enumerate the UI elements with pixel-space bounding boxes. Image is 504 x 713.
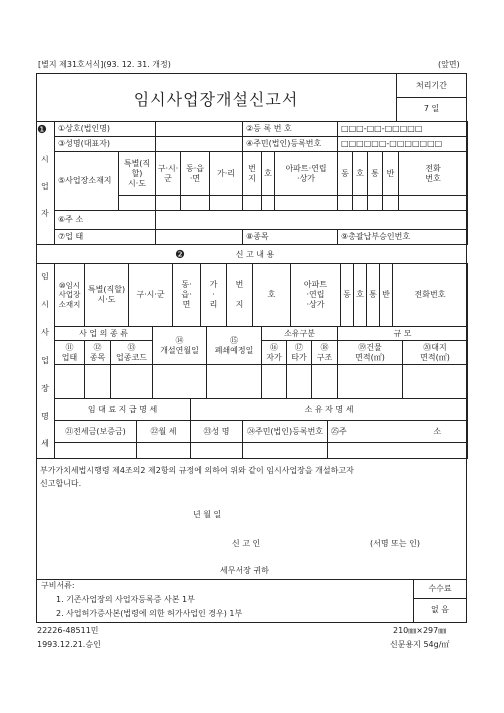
section2-title: 신 고 내 용: [235, 250, 275, 259]
paper-spec: 신문용지 54g/㎡: [390, 640, 450, 649]
temp-addr-col: 호: [253, 264, 291, 327]
kind-col: ⑬ 업종코드: [111, 341, 153, 365]
addr-cell[interactable]: [383, 196, 399, 211]
section2-marker: ❷: [175, 248, 185, 261]
addressee: 세무서장 귀하: [220, 566, 269, 575]
section2-side-char: 명: [41, 411, 49, 421]
addr-col-header: 호: [262, 152, 275, 196]
owner-address-label: ㉕주: [328, 421, 408, 443]
owner-id-label: ㉔주민(법인)등록번호: [243, 421, 328, 443]
home-address-field[interactable]: [156, 211, 468, 230]
temp-addr-col: 통: [367, 264, 380, 327]
approval-date: 1993.12.21.승인: [37, 640, 101, 649]
addr-col-header: 구·시· 군: [156, 152, 181, 196]
form-title: 임시사업장개설신고서: [133, 90, 299, 109]
owner-address-field[interactable]: [328, 443, 468, 459]
owner-id-field[interactable]: [243, 443, 328, 459]
open-date-field[interactable]: [153, 365, 207, 399]
representative-label: ③성명(대표자): [55, 137, 156, 152]
fee-label: 수수료: [428, 584, 452, 593]
kind-col: ⑫ 종목: [85, 341, 111, 365]
ownership-col: ⑯ 자가: [262, 341, 287, 365]
temp-addr-col: 반: [380, 264, 393, 327]
addr-cell[interactable]: [338, 196, 353, 211]
addr-cell[interactable]: [353, 196, 368, 211]
kind-cell[interactable]: [55, 365, 85, 399]
owner-address-label-end: 소: [408, 421, 468, 443]
deposit-field[interactable]: [55, 443, 137, 459]
lease-owner-table: [54, 398, 468, 459]
temp-addr-col: 전화번호: [393, 264, 468, 327]
business-item-label: ⑧종목: [243, 230, 338, 245]
temp-addr-col: 동· 읍· 면: [173, 264, 201, 327]
owner-label: 소 유 자 명 세: [191, 399, 468, 421]
addr-cell[interactable]: [368, 196, 383, 211]
ownership-cell[interactable]: [287, 365, 312, 399]
ownership-col: ⑰ 타가: [287, 341, 312, 365]
ownership-col: ⑱ 구조: [312, 341, 338, 365]
processing-period-value: 7 일: [423, 104, 440, 113]
temp-addr-col: 구·시·군: [129, 264, 173, 327]
owner-name-field[interactable]: [191, 443, 243, 459]
section2-side-char: 장: [41, 383, 49, 393]
tax-unit-number-label: ⑨총괄납부승인번호: [338, 230, 468, 245]
section1-side-char: 시: [41, 155, 49, 164]
resident-number-field[interactable]: □□□□□□-□□□□□□□: [338, 137, 468, 152]
registration-number-label: ②등 록 번 호: [243, 122, 338, 137]
ownership-cell[interactable]: [262, 365, 287, 399]
section2-side-char: 사: [41, 328, 49, 338]
addr-col-header: 번 지: [243, 152, 262, 196]
addr-col-header: 특별(직할) 시·도: [119, 152, 156, 196]
form-code: 22226-48511민: [37, 626, 99, 635]
addr-cell[interactable]: [243, 196, 262, 211]
addr-col-header: 동·읍 ·면: [181, 152, 210, 196]
operator-table: [54, 121, 468, 245]
addr-cell[interactable]: [210, 196, 243, 211]
kind-cell[interactable]: [85, 365, 111, 399]
temp-addr-col: 번 지: [227, 264, 253, 327]
form-reference: [별지 제31호서식](93. 12. 31. 개정): [38, 60, 171, 69]
temp-addr-col: 동: [341, 264, 354, 327]
temp-addr-col: 가 · 리: [201, 264, 227, 327]
fee-value: 없 음: [431, 605, 449, 614]
addr-cell[interactable]: [275, 196, 338, 211]
deposit-label: ㉑전세금(보증금): [55, 421, 137, 443]
ownership-cell[interactable]: [312, 365, 338, 399]
section2-side-char: 업: [41, 355, 49, 365]
representative-field[interactable]: [156, 137, 243, 152]
land-area-field[interactable]: [403, 365, 468, 399]
business-type-label: ⑦업 태: [55, 230, 156, 245]
section2-side-char: 세: [41, 439, 49, 449]
addr-cell[interactable]: [262, 196, 275, 211]
addr-col-header: 호: [353, 152, 368, 196]
addr-col-header: 전화 번호: [399, 152, 468, 196]
section1-side-char: 자: [41, 209, 49, 218]
temp-location-table: [54, 263, 468, 327]
date-line: 년 월 일: [193, 510, 222, 519]
home-address-label: ⑥주 소: [55, 211, 156, 230]
attachment-item: 2. 사업허가증사본(법령에 의한 허가사업인 경우) 1부: [56, 609, 243, 618]
close-date-field[interactable]: [207, 365, 262, 399]
open-date-label: ⑭ 개설연월일: [153, 327, 207, 365]
resident-number-label: ④주민(법인)등록번호: [243, 137, 338, 152]
temp-addr-col: 아파트 ·연립 ·상가: [291, 264, 341, 327]
registration-number-field[interactable]: □□□-□□-□□□□□: [338, 122, 468, 137]
temp-addr-col: 특별(직할) 시·도: [85, 264, 129, 327]
monthly-rent-field[interactable]: [137, 443, 191, 459]
land-area-label: ⑳대지 면적(㎡): [403, 341, 468, 365]
kind-col: ⑪ 업태: [55, 341, 85, 365]
addr-cell[interactable]: [181, 196, 210, 211]
kind-cell[interactable]: [111, 365, 153, 399]
addr-col-header: 동: [338, 152, 353, 196]
section1-marker: ❶: [37, 123, 47, 136]
paper-size: 210㎜×297㎜: [393, 626, 447, 635]
addr-cell[interactable]: [119, 196, 156, 211]
addr-col-header: 아파트·연립 ·상가: [275, 152, 338, 196]
close-date-label: ⑮ 폐쇄예정일: [207, 327, 262, 365]
ownership-label: 소유구분: [262, 327, 338, 341]
addr-col-header: 반: [383, 152, 399, 196]
temp-location-label: ⑩임시 사업장 소재지: [55, 264, 85, 327]
page-side-label: (앞면): [438, 60, 460, 69]
building-area-field[interactable]: [338, 365, 403, 399]
section1-side-char: 업: [41, 182, 49, 191]
lease-label: 임 대 료 지 급 명 세: [55, 399, 191, 421]
signature-hint: (서명 또는 인): [370, 539, 420, 548]
temp-addr-col: 호: [354, 264, 367, 327]
addr-cell[interactable]: [156, 196, 181, 211]
processing-period-label: 처리기간: [416, 81, 447, 90]
declaration-statement: 부가가치세법시행령 제4조의2 제2항의 규정에 의하여 위와 같이 임시사업장을 개설하고자 신고합니다.: [40, 466, 354, 488]
addr-col-header: 가·리: [210, 152, 243, 196]
business-type-field[interactable]: [156, 230, 243, 245]
business-location-label: ⑤사업장소재지: [55, 152, 119, 211]
business-kind-label: 사 업 의 종 류: [55, 327, 153, 341]
attachment-item: 1. 기존사업장의 사업자등록증 사본 1부: [56, 595, 195, 604]
owner-name-label: ㉓성 명: [191, 421, 243, 443]
trade-name-label: ①상호(법인명): [55, 122, 156, 137]
monthly-rent-label: ㉒월 세: [137, 421, 191, 443]
section2-side-char: 임: [41, 272, 49, 282]
trade-name-field[interactable]: [156, 122, 243, 137]
addr-col-header: 통: [368, 152, 383, 196]
building-area-label: ⑲건물 면적(㎡): [338, 341, 403, 365]
reporter-label: 신 고 인: [232, 539, 261, 548]
addr-cell[interactable]: [399, 196, 468, 211]
business-kind-table: [54, 326, 468, 399]
scale-label: 규 모: [338, 327, 468, 341]
attachments-label: 구비서류:: [41, 581, 75, 590]
section2-side-char: 시: [41, 300, 49, 310]
